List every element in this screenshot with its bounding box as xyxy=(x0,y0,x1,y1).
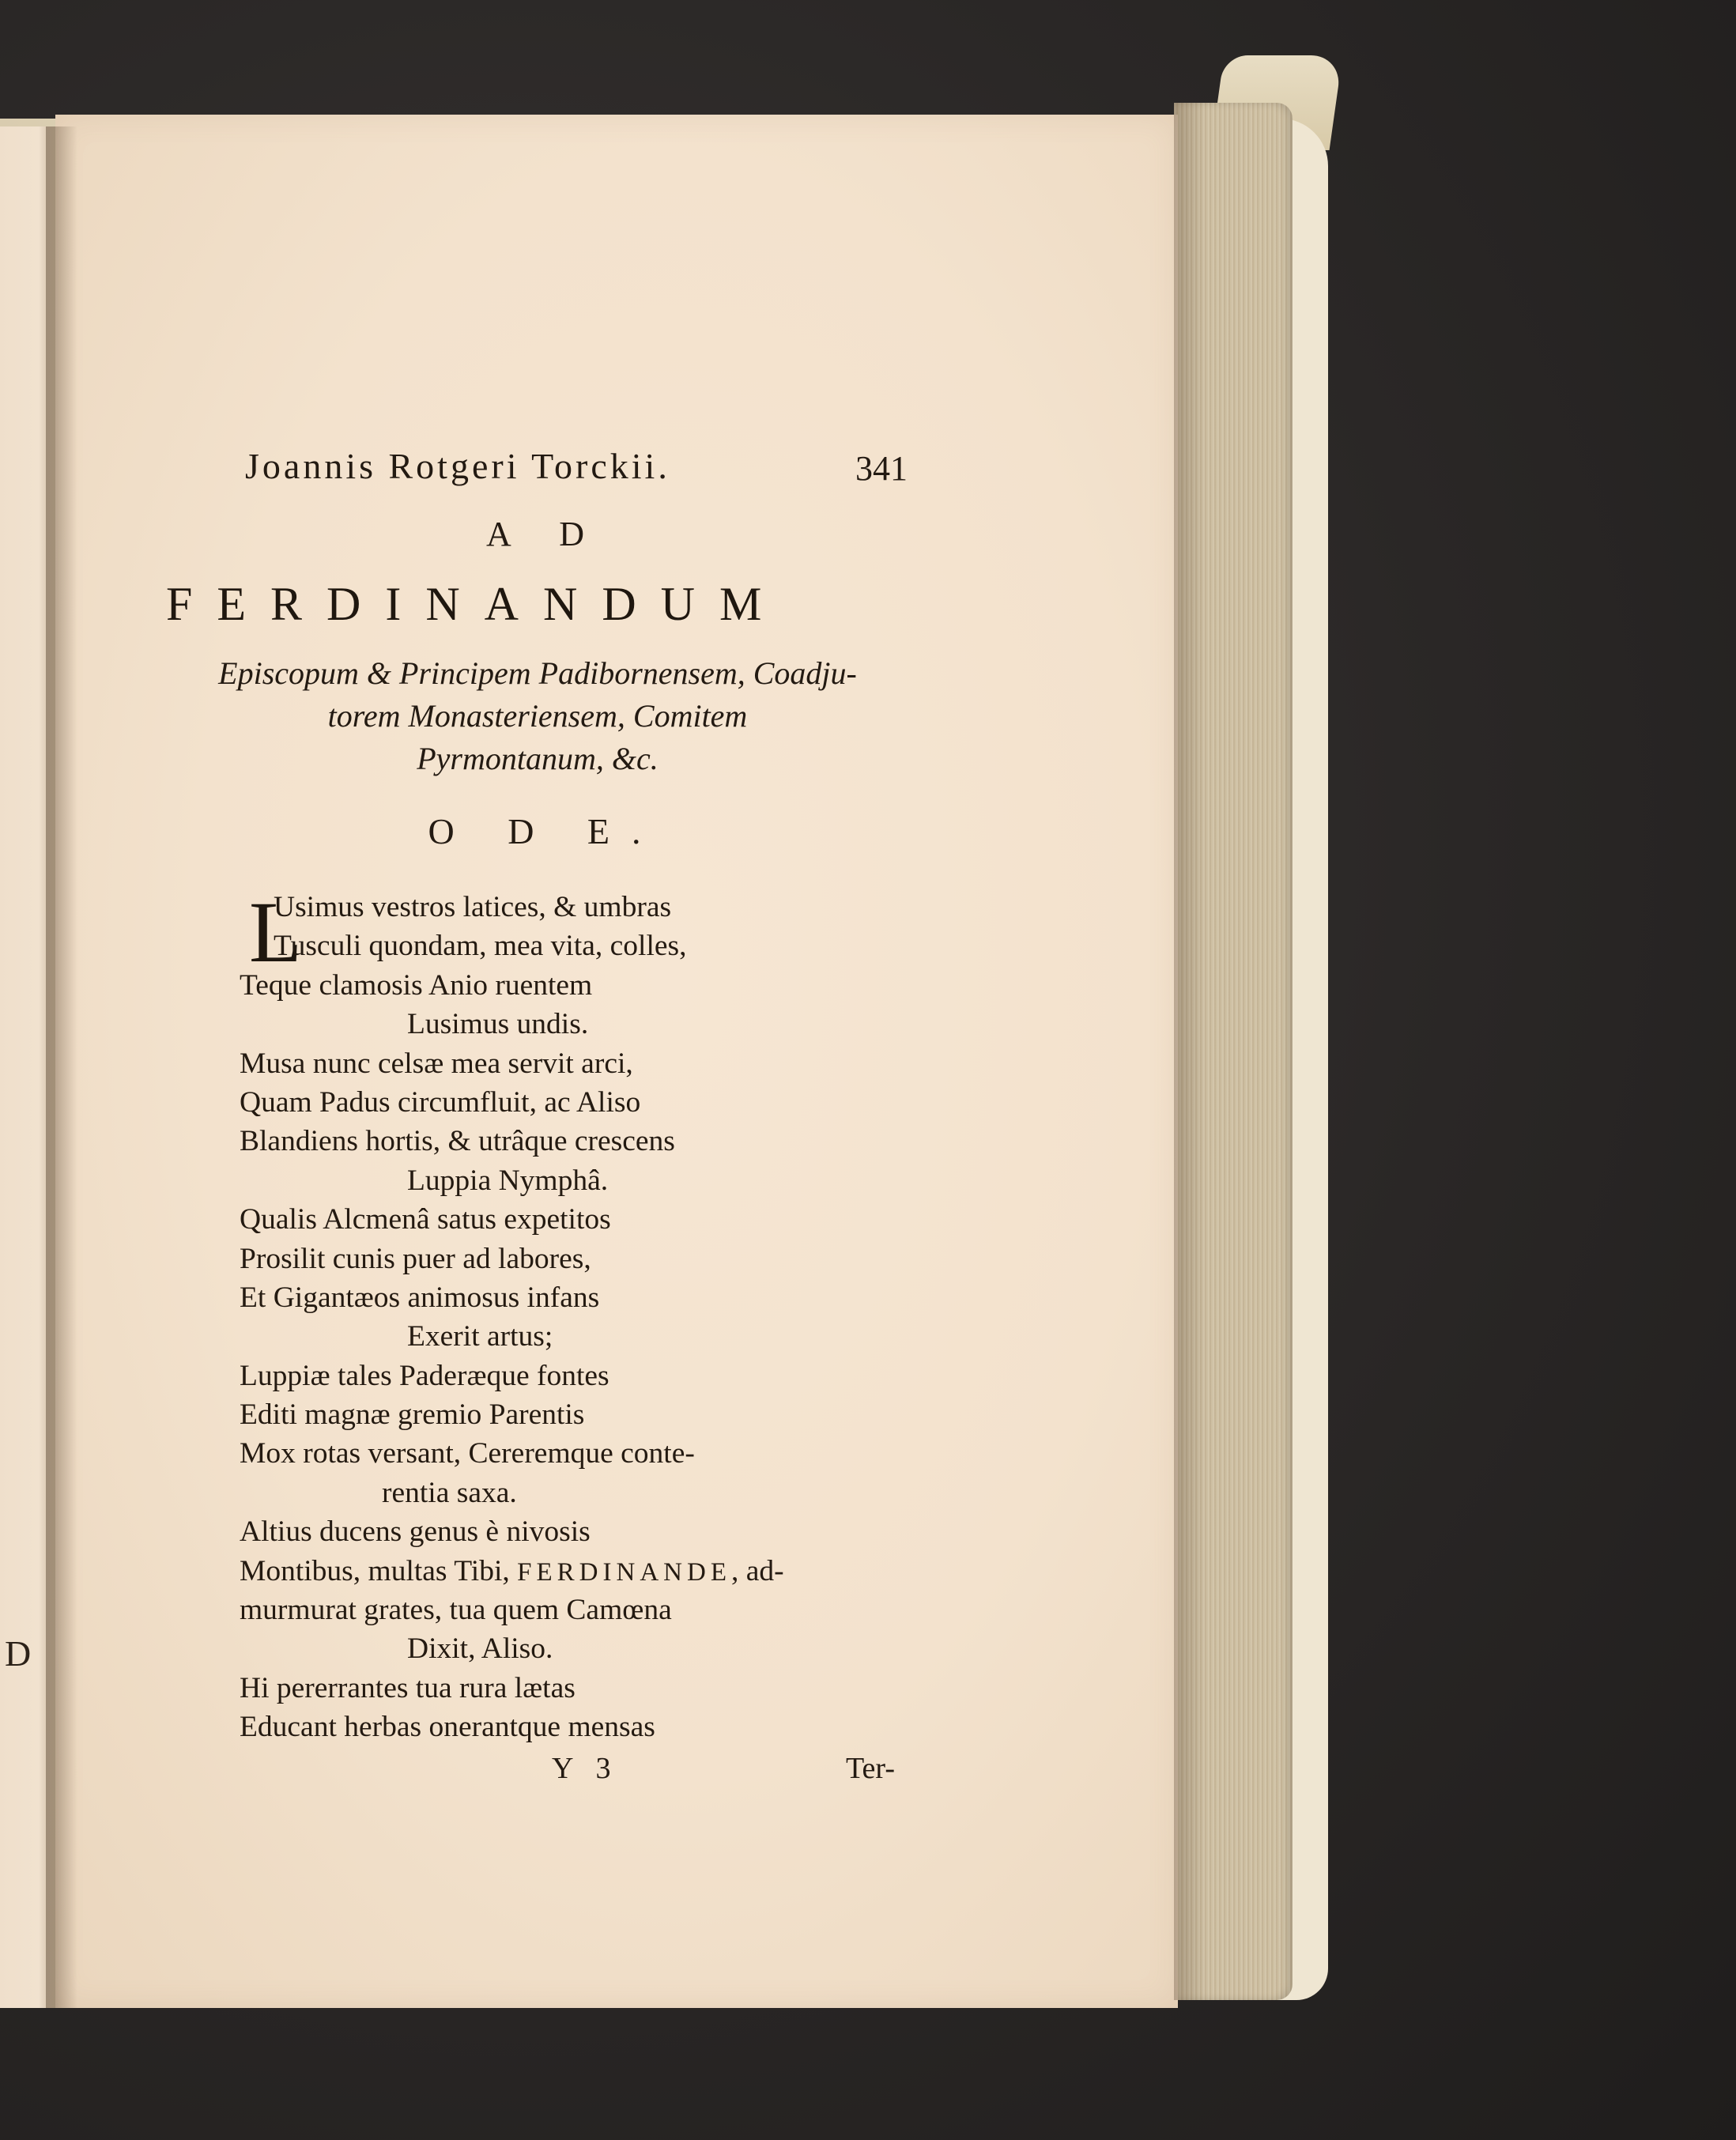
title-ad: A D xyxy=(485,515,606,553)
poem-line: Lusimus undis. xyxy=(407,1008,589,1041)
poem-line: murmurat grates, tua quem Camœna xyxy=(240,1594,672,1627)
signature-mark: Y 3 xyxy=(552,1752,619,1785)
poem-line: Qualis Alcmenâ satus expetitos xyxy=(240,1203,611,1236)
title-name: FERDINANDUM xyxy=(166,578,787,630)
poem-line: Educant herbas onerantque mensas xyxy=(240,1711,655,1744)
poem-line: Musa nunc celsæ mea servit arci, xyxy=(240,1047,633,1080)
poem-line: Exerit artus; xyxy=(407,1320,553,1353)
poem-body xyxy=(240,884,951,1747)
poem-line: Editi magnæ gremio Parentis xyxy=(240,1398,585,1432)
poem-line-text: Montibus, multas Tibi, xyxy=(240,1554,518,1587)
gutter-shadow xyxy=(46,126,77,2008)
poem-line: Usimus vestros latices, & umbras xyxy=(274,891,672,923)
poem-line: Prosilit cunis puer ad labores, xyxy=(240,1242,591,1275)
poem-line: Mox rotas versant, Cereremque conte- xyxy=(240,1437,695,1470)
poem-line-text: , ad- xyxy=(730,1554,784,1587)
poem-line: Et Gigantæos animosus infans xyxy=(240,1281,600,1314)
page-number: 341 xyxy=(855,449,908,488)
drop-cap: L xyxy=(249,884,303,980)
poem-line: Blandiens hortis, & utrâque crescens xyxy=(240,1125,675,1158)
poem-line: Luppia Nymphâ. xyxy=(407,1164,609,1197)
poem-line: Altius ducens genus è nivosis xyxy=(240,1515,591,1549)
poem-line xyxy=(240,1552,951,1591)
dedication-line: Pyrmontanum, &c. xyxy=(417,741,659,776)
recto-page xyxy=(55,115,1178,2008)
poem-line: rentia saxa. xyxy=(382,1476,517,1509)
catchword: Ter- xyxy=(846,1752,895,1785)
poem-line: Dixit, Aliso. xyxy=(407,1632,553,1666)
poem-line: Teque clamosis Anio ruentem xyxy=(240,968,593,1002)
dedication-line: Episcopum & Principem Padibornensem, Coadju- xyxy=(218,655,857,691)
poem-line: Hi pererrantes tua rura lætas xyxy=(240,1671,576,1704)
genre-heading: O D E. xyxy=(428,811,663,851)
fore-edge-shadow xyxy=(1174,103,1206,2000)
poem-name-caps: FERDINANDE xyxy=(517,1557,731,1587)
poem-line: Luppiæ tales Paderæque fontes xyxy=(240,1359,609,1392)
poem-line: Quam Padus circumfluit, ac Aliso xyxy=(240,1085,641,1119)
left-page-letter: D xyxy=(5,1633,32,1674)
running-title: Joannis Rotgeri Torckii. xyxy=(245,446,670,486)
poem-line: Tusculi quondam, mea vita, colles, xyxy=(274,930,687,963)
dedication xyxy=(174,652,901,780)
dedication-line: torem Monasteriensem, Comitem xyxy=(327,698,748,734)
